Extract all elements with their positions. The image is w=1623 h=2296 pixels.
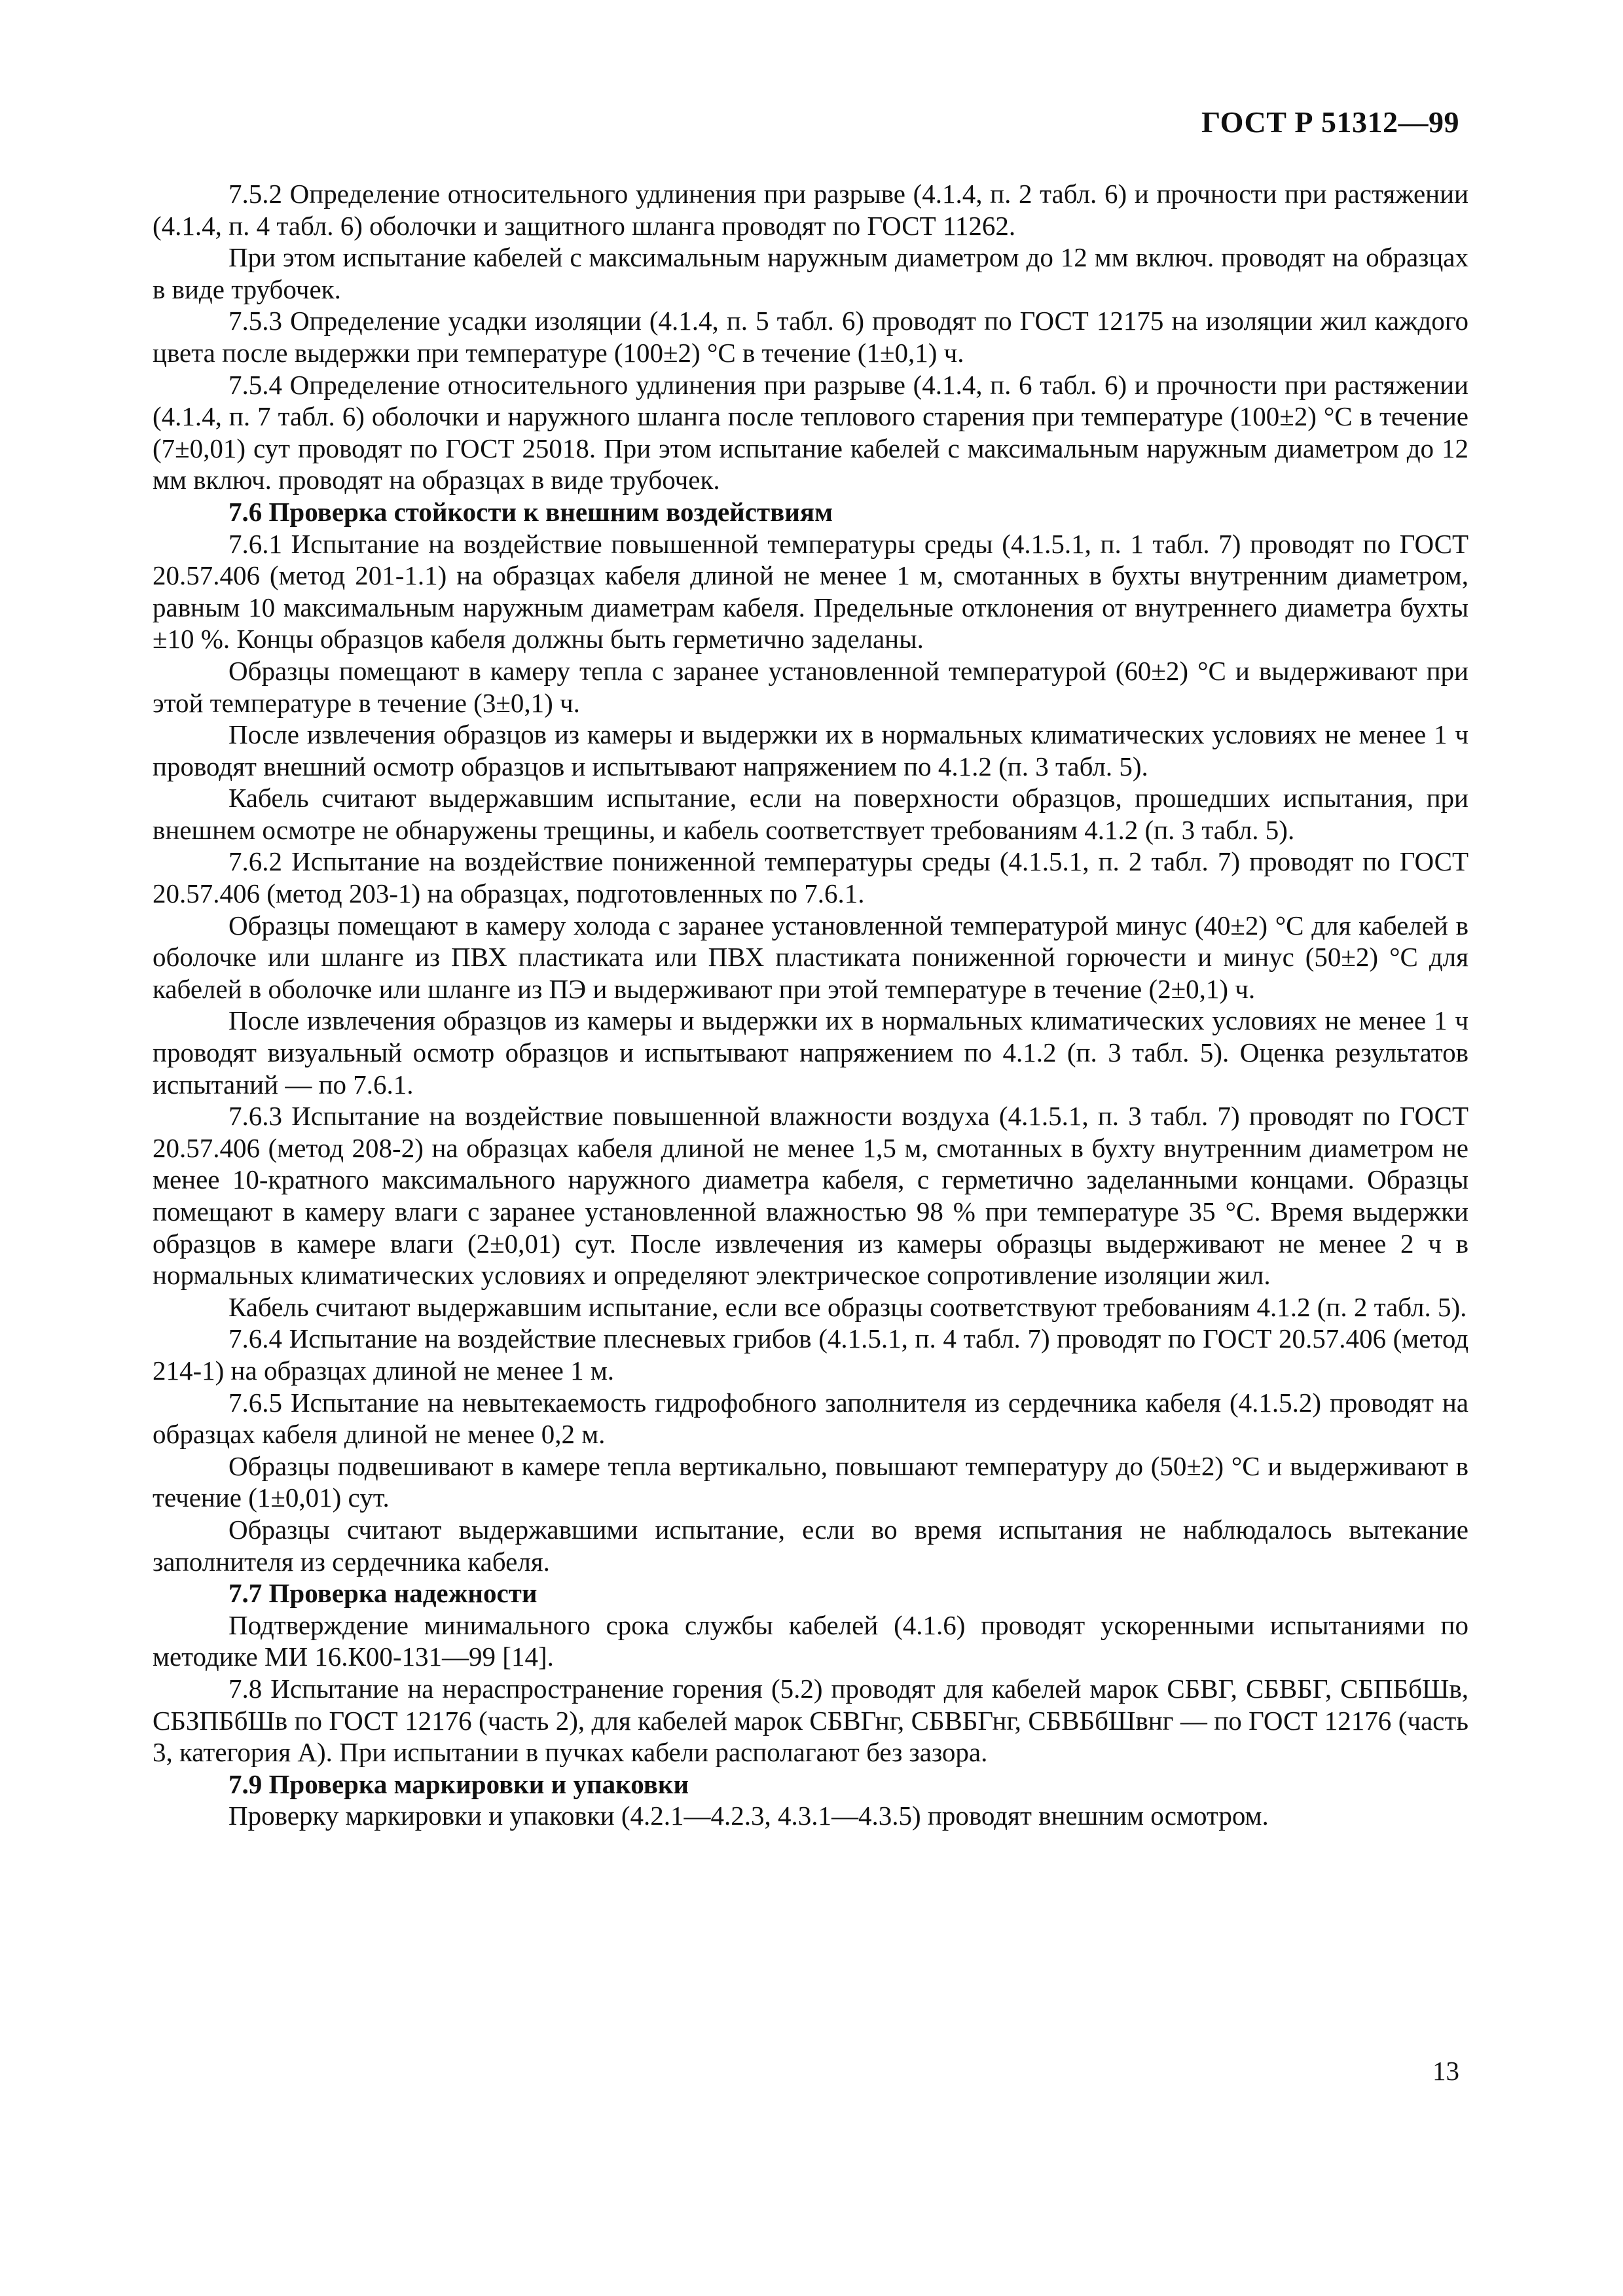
paragraph: Подтверждение минимального срока службы кабелей (4.1.6) проводят ускоренными испытаниями по методике МИ 16.К00-131—99 [14]. bbox=[153, 1609, 1468, 1672]
page-body bbox=[153, 178, 1468, 1832]
paragraph-7-5-3: 7.5.3 Определение усадки изоляции (4.1.4, п. 5 табл. 6) проводят по ГОСТ 12175 на изоляции жил каждого цвета после выдержки при температуре (100±2) °С в течение (1±0,1) ч. bbox=[153, 306, 1468, 368]
section-heading-7-7: 7.7 Проверка надежности bbox=[228, 1578, 538, 1609]
paragraph: При этом испытание кабелей с максимальным наружным диаметром до 12 мм включ. проводят на образцах в виде трубочек. bbox=[153, 242, 1468, 304]
paragraph-7-6-2: 7.6.2 Испытание на воздействие пониженной температуры среды (4.1.5.1, п. 2 табл. 7) проводят по ГОСТ 20.57.406 (метод 203-1) на образцах, подготовленных по 7.6.1. bbox=[153, 846, 1468, 909]
paragraph: Кабель считают выдержавшим испытание, если на поверхности образцов, прошедших испытания, при внешнем осмотре не обнаружены трещины, и кабель соответствует требованиям 4.1.2 (п. 3 табл. 5). bbox=[153, 783, 1468, 845]
paragraph-7-8: 7.8 Испытание на нераспространение горения (5.2) проводят для кабелей марок СБВГ, СБВБГ, СБПБбШв, СБЗПБбШв по ГОСТ 12176 (часть 2), для кабелей марок СБВГнг, СБВБГнг, СБВБбШвнг — по ГОСТ 12176 (часть 3, категория А). При испытании в пучках кабели располагают без зазора. bbox=[153, 1673, 1468, 1768]
paragraph-7-5-2: 7.5.2 Определение относительного удлинения при разрыве (4.1.4, п. 2 табл. 6) и прочности при растяжении (4.1.4, п. 4 табл. 6) оболочки и защитного шланга проводят по ГОСТ 11262. bbox=[153, 179, 1468, 241]
paragraph: Образцы помещают в камеру холода с заранее установленной температурой минус (40±2) °С для кабелей в оболочке или шланге из ПВХ пластиката или ПВХ пластиката пониженной горючести и минус (50±2) °С для кабелей в оболочке или шланге из ПЭ и выдерживают при этой температуре в течение (2±0,1) ч. bbox=[153, 910, 1468, 1004]
paragraph: Образцы считают выдержавшими испытание, если во время испытания не наблюдалось вытекание заполнителя из сердечника кабеля. bbox=[153, 1514, 1468, 1577]
paragraph-7-6-1: 7.6.1 Испытание на воздействие повышенной температуры среды (4.1.5.1, п. 1 табл. 7) проводят по ГОСТ 20.57.406 (метод 201-1.1) на образцах кабеля длиной не менее 1 м, смотанных в бухты внутренним диаметром, равным 10 максимальным наружным диаметрам кабеля. Предельные отклонения от внутреннего диаметра бухты ±10 %. Концы образцов кабеля должны быть герметично заделаны. bbox=[153, 528, 1468, 655]
paragraph: Образцы помещают в камеру тепла с заранее установленной температурой (60±2) °С и выдерживают при этой температуре в течение (3±0,1) ч. bbox=[153, 655, 1468, 718]
standard-header: ГОСТ Р 51312—99 bbox=[1201, 105, 1459, 139]
section-heading-7-9: 7.9 Проверка маркировки и упаковки bbox=[228, 1768, 689, 1799]
paragraph: Кабель считают выдержавшим испытание, если все образцы соответствуют требованиям 4.1.2 (п. 2 табл. 5). bbox=[228, 1291, 1467, 1322]
paragraph: После извлечения образцов из камеры и выдержки их в нормальных климатических условиях не менее 1 ч проводят визуальный осмотр образцов и испытывают напряжением по 4.1.2 (п. 3 табл. 5). Оценка результатов испытаний — по 7.6.1. bbox=[153, 1005, 1468, 1100]
paragraph: Проверку маркировки и упаковки (4.2.1—4.2.3, 4.3.1—4.3.5) проводят внешним осмотром. bbox=[228, 1801, 1269, 1831]
paragraph-7-5-4: 7.5.4 Определение относительного удлинения при разрыве (4.1.4, п. 6 табл. 6) и прочности при растяжении (4.1.4, п. 7 табл. 6) оболочки и наружного шланга после теплового старения при температуре (100±2) °С в течение (7±0,01) сут проводят по ГОСТ 25018. При этом испытание кабелей с максимальным наружным диаметром до 12 мм включ. проводят на образцах в виде трубочек. bbox=[153, 369, 1468, 495]
page-number: 13 bbox=[1432, 2056, 1459, 2086]
paragraph-7-6-3: 7.6.3 Испытание на воздействие повышенной влажности воздуха (4.1.5.1, п. 3 табл. 7) проводят по ГОСТ 20.57.406 (метод 208-2) на образцах кабеля длиной не менее 1,5 м, смотанных в бухту внутренним диаметром не менее 10-кратного максимального наружного диаметра кабеля, с герметично заделанными концами. Образцы помещают в камеру влаги с заранее установленной влажностью 98 % при температуре 35 °С. Время выдержки образцов в камере влаги (2±0,01) сут. После извлечения из камеры образцы выдерживают не менее 2 ч в нормальных климатических условиях и определяют электрическое сопротивление изоляции жил. bbox=[153, 1101, 1468, 1291]
paragraph-7-6-5: 7.6.5 Испытание на невытекаемость гидрофобного заполнителя из сердечника кабеля (4.1.5.2) проводят на образцах кабеля длиной не менее 0,2 м. bbox=[153, 1387, 1468, 1450]
paragraph: Образцы подвешивают в камере тепла вертикально, повышают температуру до (50±2) °С и выдерживают в течение (1±0,01) сут. bbox=[153, 1450, 1468, 1513]
section-heading-7-6: 7.6 Проверка стойкости к внешним воздействиям bbox=[228, 496, 833, 527]
paragraph: После извлечения образцов из камеры и выдержки их в нормальных климатических условиях не менее 1 ч проводят внешний осмотр образцов и испытывают напряжением по 4.1.2 (п. 3 табл. 5). bbox=[153, 719, 1468, 781]
paragraph-7-6-4: 7.6.4 Испытание на воздействие плесневых грибов (4.1.5.1, п. 4 табл. 7) проводят по ГОСТ 20.57.406 (метод 214-1) на образцах длиной не менее 1 м. bbox=[153, 1323, 1468, 1386]
